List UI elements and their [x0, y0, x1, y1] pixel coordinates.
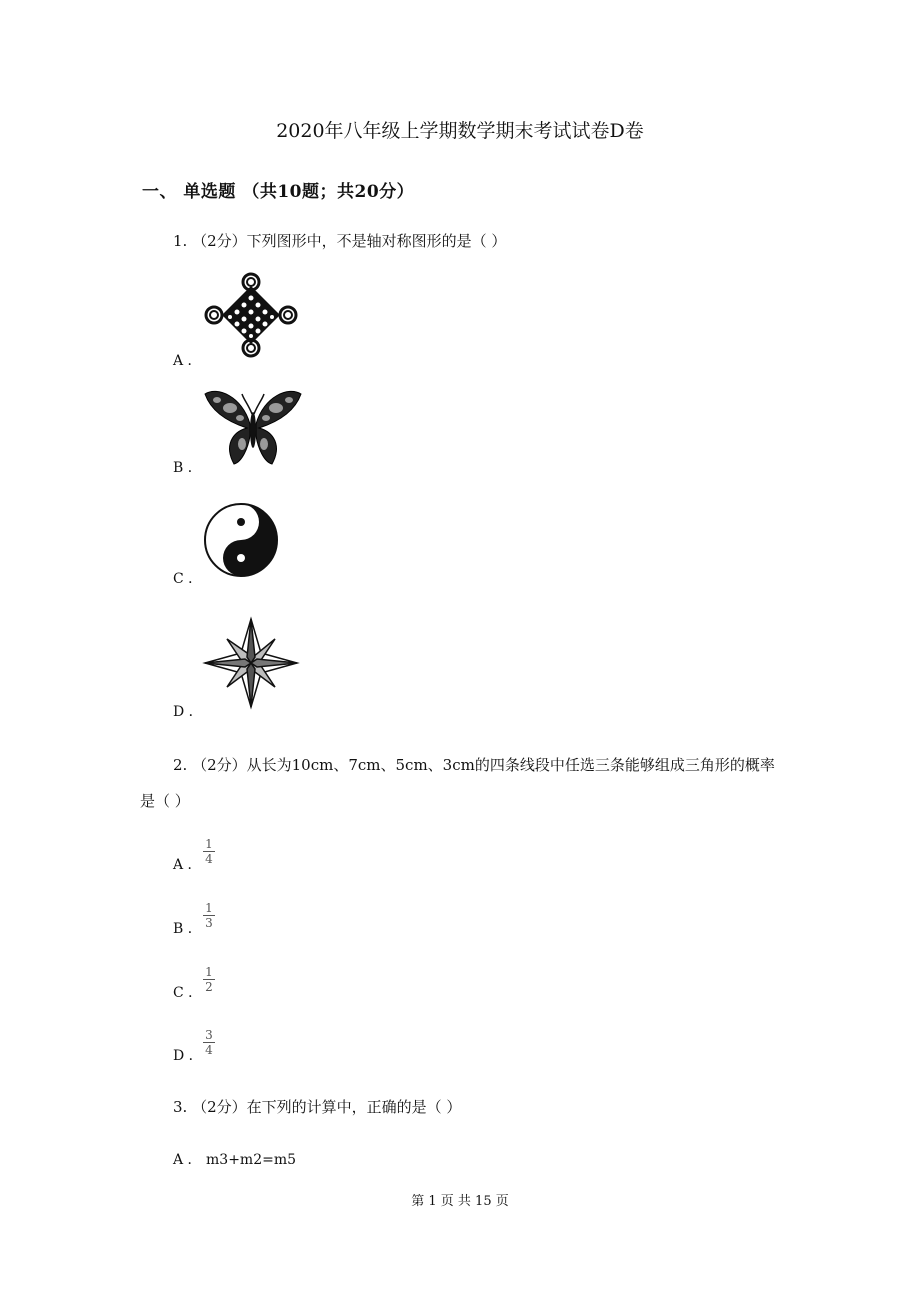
q2-option-d-fraction: $\frac{3}{4}$ [203, 1029, 215, 1056]
q3-option-a: A ． m3+m2=m5 [173, 1152, 297, 1168]
question-1-stem: 1. （2分）下列图形中，不是轴对称图形的是（ ） [173, 232, 507, 250]
page-title: 2020年八年级上学期数学期末考试试卷D卷 [276, 120, 644, 142]
compass-star-icon [203, 617, 299, 709]
q2-option-a-fraction: $\frac{1}{4}$ [203, 838, 215, 865]
q2-option-b-fraction: $\frac{1}{3}$ [203, 902, 215, 929]
q1-option-b: B ． [173, 460, 202, 476]
butterfly-icon [202, 388, 304, 468]
q2-option-a: A ． [173, 857, 202, 873]
page-footer: 第 1 页 共 15 页 [411, 1194, 509, 1209]
yin-yang-icon [203, 502, 279, 578]
q1-option-c: C ． [173, 571, 203, 587]
q2-option-d: D ． [173, 1048, 203, 1064]
q2-option-b: B ． [173, 921, 202, 937]
section-heading: 一、 单选题 （共10题；共20分） [142, 182, 415, 202]
q2-option-c: C ． [173, 985, 203, 1001]
question-2-stem-continued: 是（ ） [140, 792, 190, 810]
question-3-stem: 3. （2分）在下列的计算中，正确的是（ ） [173, 1098, 462, 1116]
q1-option-d: D ． [173, 704, 203, 720]
question-2-stem: 2. （2分）从长为10cm、7cm、5cm、3cm的四条线段中任选三条能够组成三角形的概率 [173, 756, 775, 774]
q1-option-a: A ． [173, 353, 202, 369]
chinese-knot-icon [204, 272, 298, 358]
q2-option-c-fraction: $\frac{1}{2}$ [203, 966, 215, 993]
